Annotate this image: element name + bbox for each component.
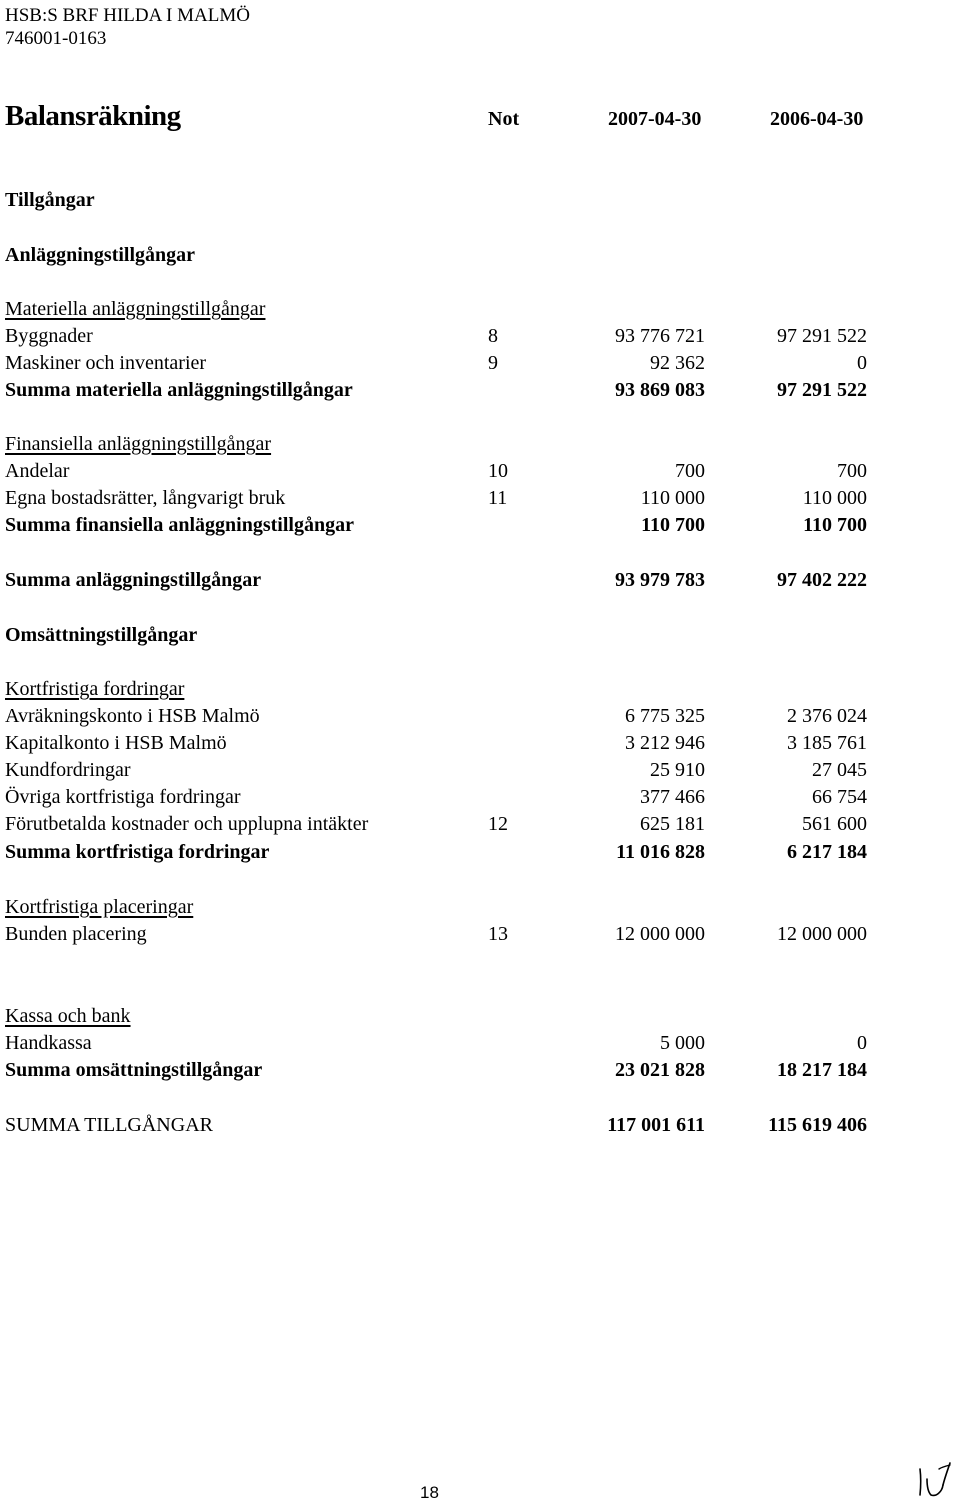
row-value-2006: 115 619 406 [768, 1114, 867, 1136]
row-value-2007: 93 869 083 [615, 379, 705, 401]
table-row-summa-tillgangar [0, 1114, 960, 1140]
row-label: Kundfordringar [5, 759, 131, 781]
row-note: 9 [488, 352, 498, 374]
row-value-2007: 625 181 [640, 813, 705, 835]
row-label: Summa materiella anläggningstillgångar [5, 379, 353, 401]
row-label: Avräkningskonto i HSB Malmö [5, 705, 260, 727]
table-row-summa-finansiella [0, 514, 960, 540]
row-label: Andelar [5, 460, 70, 482]
row-label: SUMMA TILLGÅNGAR [5, 1114, 213, 1136]
table-row-summa-kortfristiga [0, 841, 960, 867]
row-value-2007: 23 021 828 [615, 1059, 705, 1081]
table-row-ovriga-fordringar [0, 786, 960, 812]
column-header-not: Not [488, 108, 520, 130]
row-label: Summa finansiella anläggningstillgångar [5, 514, 354, 536]
row-value-2006: 700 [837, 460, 867, 482]
table-row-andelar [0, 460, 960, 486]
row-label: Bunden placering [5, 923, 147, 945]
row-value-2006: 2 376 024 [787, 705, 867, 727]
row-value-2006: 0 [857, 352, 867, 374]
row-label: Summa omsättningstillgångar [5, 1059, 263, 1081]
row-label: Summa anläggningstillgångar [5, 569, 262, 591]
row-label: Handkassa [5, 1032, 92, 1054]
row-value-2006: 3 185 761 [787, 732, 867, 754]
table-row-maskiner [0, 352, 960, 378]
row-value-2006: 97 291 522 [777, 379, 867, 401]
row-value-2007: 6 775 325 [625, 705, 705, 727]
table-row-summa-anlaggning [0, 569, 960, 595]
row-value-2006: 18 217 184 [777, 1059, 867, 1081]
subheading-finansiella: Finansiella anläggningstillgångar [5, 433, 272, 455]
row-value-2007: 93 979 783 [615, 569, 705, 591]
row-value-2006: 6 217 184 [787, 841, 867, 863]
org-number: 746001-0163 [5, 28, 107, 49]
row-value-2007: 700 [675, 460, 705, 482]
row-label: Summa kortfristiga fordringar [5, 841, 270, 863]
row-value-2007: 93 776 721 [615, 325, 705, 347]
row-value-2007: 110 700 [641, 514, 705, 536]
row-note: 10 [488, 460, 508, 482]
row-value-2006: 97 402 222 [777, 569, 867, 591]
row-note: 8 [488, 325, 498, 347]
row-value-2007: 377 466 [640, 786, 705, 808]
row-value-2006: 66 754 [812, 786, 867, 808]
page-number: 18 [420, 1483, 439, 1502]
row-label: Övriga kortfristiga fordringar [5, 786, 241, 808]
row-value-2006: 12 000 000 [777, 923, 867, 945]
company-name: HSB:S BRF HILDA I MALMÖ [5, 5, 250, 26]
row-label: Maskiner och inventarier [5, 352, 207, 374]
row-value-2007: 12 000 000 [615, 923, 705, 945]
row-value-2006: 0 [857, 1032, 867, 1054]
row-value-2007: 92 362 [650, 352, 705, 374]
table-row-summa-materiella [0, 379, 960, 405]
row-label: Byggnader [5, 325, 93, 347]
table-row-egna-bostadsratter [0, 487, 960, 513]
subheading-kortfristiga-fordringar: Kortfristiga fordringar [5, 678, 185, 700]
table-row-handkassa [0, 1032, 960, 1058]
column-header-year2: 2006-04-30 [770, 108, 864, 130]
row-value-2007: 5 000 [660, 1032, 705, 1054]
table-row-forutbetalda [0, 813, 960, 839]
table-row-byggnader [0, 325, 960, 351]
row-note: 13 [488, 923, 508, 945]
row-value-2007: 110 000 [640, 487, 705, 509]
table-row-bunden-placering [0, 923, 960, 949]
table-row-avrakningskonto [0, 705, 960, 731]
row-value-2007: 3 212 946 [625, 732, 705, 754]
row-value-2006: 97 291 522 [777, 325, 867, 347]
row-label: Förutbetalda kostnader och upplupna intäkter [5, 813, 369, 835]
page-title: Balansräkning [5, 100, 181, 132]
section-heading-anlaggning: Anläggningstillgångar [5, 244, 196, 266]
table-row-kapitalkonto [0, 732, 960, 758]
section-heading-omsattning: Omsättningstillgångar [5, 624, 198, 646]
row-value-2006: 110 000 [802, 487, 867, 509]
section-heading-tillgangar: Tillgångar [5, 189, 95, 211]
table-row-summa-omsattning [0, 1059, 960, 1085]
column-header-year1: 2007-04-30 [608, 108, 702, 130]
row-label: Egna bostadsrätter, långvarigt bruk [5, 487, 286, 509]
row-note: 11 [488, 487, 508, 509]
row-note: 12 [488, 813, 508, 835]
row-value-2006: 561 600 [802, 813, 867, 835]
handwritten-initials [912, 1455, 952, 1499]
row-value-2006: 110 700 [803, 514, 867, 536]
subheading-materiella: Materiella anläggningstillgångar [5, 298, 266, 320]
row-value-2007: 25 910 [650, 759, 705, 781]
row-label: Kapitalkonto i HSB Malmö [5, 732, 227, 754]
row-value-2007: 117 001 611 [607, 1114, 705, 1136]
subheading-kortfristiga-placeringar: Kortfristiga placeringar [5, 896, 194, 918]
subheading-kassa-och-bank: Kassa och bank [5, 1005, 131, 1027]
table-row-kundfordringar [0, 759, 960, 785]
row-value-2006: 27 045 [812, 759, 867, 781]
row-value-2007: 11 016 828 [616, 841, 705, 863]
